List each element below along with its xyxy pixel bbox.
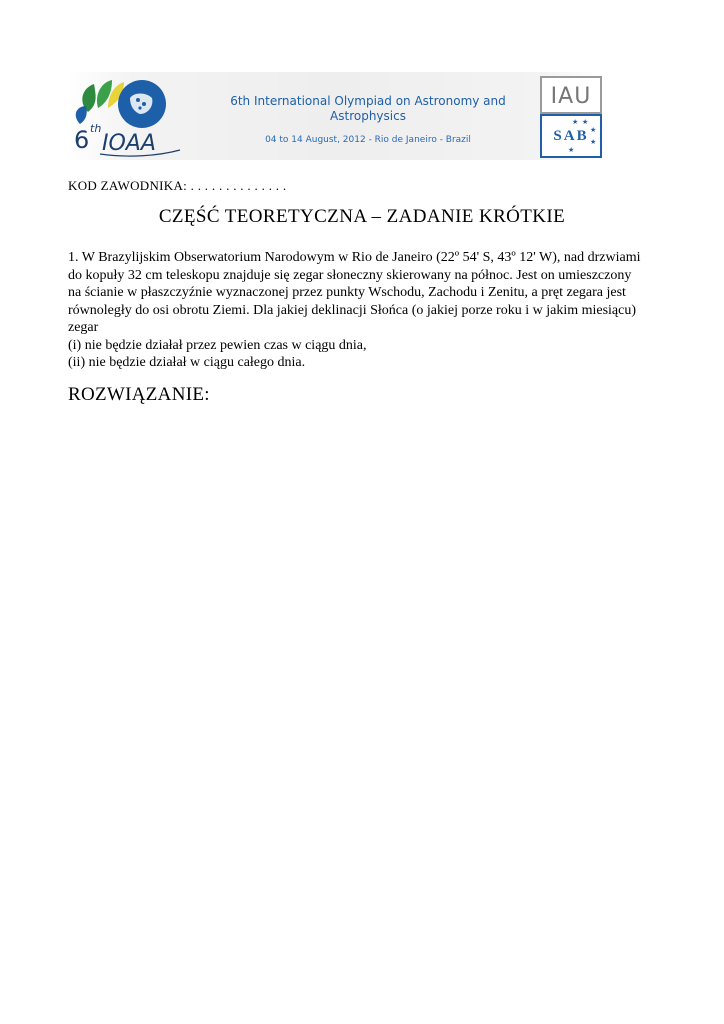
page-title: CZĘŚĆ TEORETYCZNA – ZADANIE KRÓTKIE [158,206,566,227]
star-icon: ★ [590,138,597,146]
problem-item-ii: (ii) nie będzie działał w ciągu całego dnia. [68,355,306,370]
competitor-code-field: KOD ZAWODNIKA: . . . . . . . . . . . . . . [68,178,287,193]
svg-text:IOAA: IOAA [102,131,156,156]
solution-heading: ROZWIĄZANIE: [68,384,210,405]
problem-item-i: (i) nie będzie działał przez pewien czas w ciągu dnia, [68,337,367,353]
header-banner [68,72,602,160]
iau-label: IAU [550,84,592,109]
star-icon: ★ [590,126,597,134]
banner-text [218,94,518,146]
banner-title: 6th International Olympiad on Astronomy and Astrophysics [230,94,506,123]
problem-text: 1. W Brazylijskim Obserwatorium Narodowym w Rio de Janeiro (22º 54' S, 43º 12' W), nad drzwiami do kopuły 32 cm teleskopu znajduje się zegar słoneczny skierowany na północ. Jest on umieszczony na ścianie w płaszczyźnie wyznaczonej przez punkty Wschodu, Zachodu i Zenitu, a pręt zegara jest równoległy do osi obrotu Ziemi. Dla jakiej deklinacji Słońca (o jakiej porze roku i w jakim miesiącu) zegar [68,250,641,335]
star-icon: ★ [568,146,575,154]
ioaa-logo [68,72,188,160]
star-icon: ★ [572,118,579,126]
banner-subtitle: 04 to 14 August, 2012 - Rio de Janeiro - Brazil [265,135,471,145]
star-icon: ★ [582,118,589,126]
iau-logo [540,76,602,114]
sab-logo [540,114,602,158]
svg-text:th: th [90,122,102,135]
ioaa-logo-text: 6 [74,126,90,154]
sab-label: SAB [553,128,589,144]
problem-statement [68,249,648,372]
